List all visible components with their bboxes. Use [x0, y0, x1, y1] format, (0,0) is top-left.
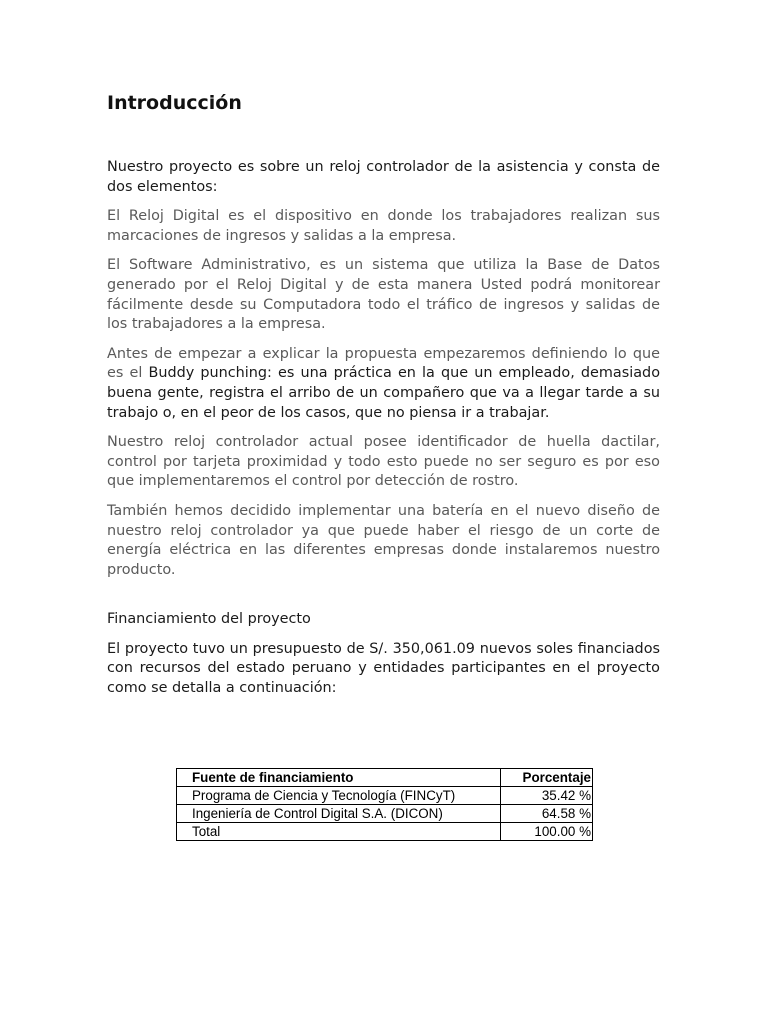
reloj-digital-paragraph: El Reloj Digital es el dispositivo en donde los trabajadores realizan sus marcaciones de ingresos y salidas a la empresa. — [107, 208, 660, 244]
financing-table-wrapper — [176, 768, 593, 841]
table-header-row — [177, 769, 593, 787]
document-page — [107, 90, 660, 709]
row-source: Total — [177, 823, 501, 841]
row-percent: 64.58 % — [501, 805, 593, 823]
financing-heading: Financiamiento del proyecto — [107, 611, 311, 628]
table-row — [177, 805, 593, 823]
intro-paragraph: Nuestro proyecto es sobre un reloj controlador de la asistencia y consta de dos elementos: — [107, 159, 660, 195]
row-percent: 100.00 % — [501, 823, 593, 841]
buddy-punching-paragraph — [107, 345, 660, 423]
table-row — [177, 787, 593, 805]
financing-paragraph: El proyecto tuvo un presupuesto de S/. 350,061.09 nuevos soles financiados con recursos del estado peruano y entidades participantes en el proyecto como se detalla a continuación: — [107, 640, 660, 697]
buddy-punching-intro: Antes de empezar a explicar la propuesta empezaremos definiendo lo que es el — [107, 345, 660, 382]
row-source: Programa de Ciencia y Tecnología (FINCyT) — [177, 787, 501, 805]
buddy-punching-definition: Buddy punching: es una práctica en la que un empleado, demasiado buena gente, registra el arribo de un compañero que va a llegar tarde a su trabajo o, en el peor de los casos, que no piensa ir a trabajar. — [107, 365, 660, 421]
header-source: Fuente de financiamiento — [177, 769, 501, 787]
header-percent: Porcentaje — [501, 769, 593, 787]
financing-table — [176, 768, 593, 841]
row-source: Ingeniería de Control Digital S.A. (DICON) — [177, 805, 501, 823]
table-total-row — [177, 823, 593, 841]
page-title: Introducción — [107, 92, 242, 114]
software-paragraph: El Software Administrativo, es un sistema que utiliza la Base de Datos generado por el Reloj Digital y de esta manera Usted podrá monitorear fácilmente desde su Computadora todo el tráfico de ingresos y salidas de los trabajadores a la empresa. — [107, 257, 660, 333]
battery-paragraph: También hemos decidido implementar una batería en el nuevo diseño de nuestro reloj controlador ya que puede haber el riesgo de un corte de energía eléctrica en las diferentes empresas donde instalaremos nuestro producto. — [107, 502, 660, 578]
current-clock-paragraph: Nuestro reloj controlador actual posee identificador de huella dactilar, control por tarjeta proximidad y todo esto puede no ser seguro es por eso que implementaremos el control por detección de rostro. — [107, 434, 660, 490]
row-percent: 35.42 % — [501, 787, 593, 805]
